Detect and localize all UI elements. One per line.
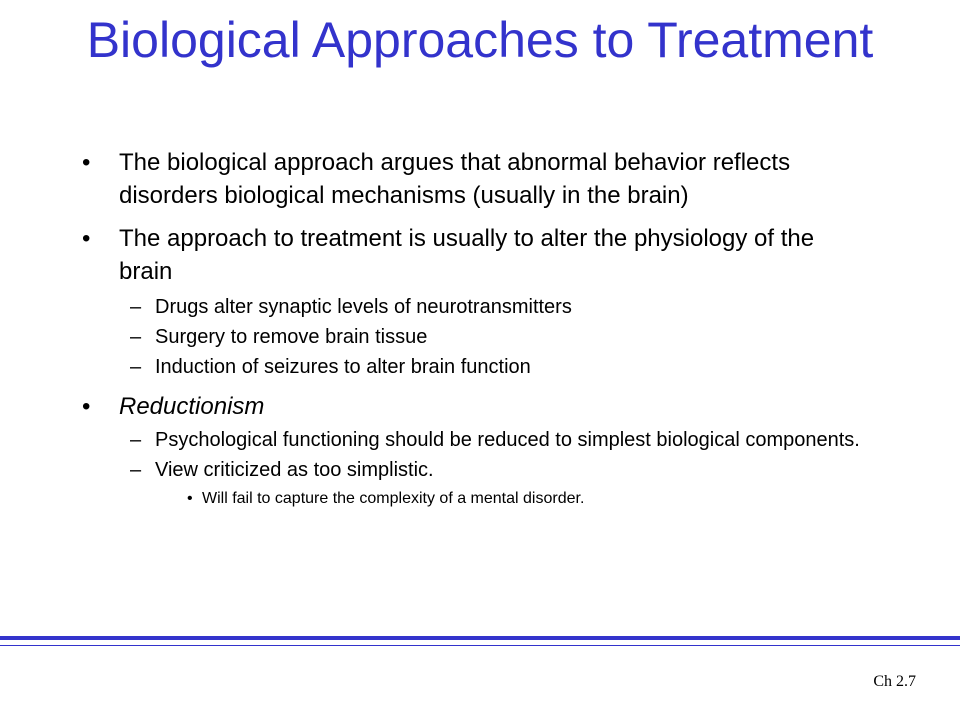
bullet-text: The biological approach argues that abnormal behavior reflects disorders biological mechanisms (usually in the brain) [119, 149, 791, 209]
sub-bullet-item [82, 326, 862, 348]
bullet-icon: • [187, 490, 193, 507]
sub-bullet-text: Surgery to remove brain tissue [155, 326, 428, 348]
sub-bullet-item [82, 296, 862, 318]
footer-divider-thick [0, 636, 960, 640]
bullet-text: Reductionism [119, 393, 265, 420]
sub-bullet-text: Psychological functioning should be reduced to simplest biological components. [155, 429, 860, 451]
bullet-icon: • [82, 149, 91, 176]
bullet-icon: • [82, 393, 91, 420]
dash-icon: – [130, 356, 142, 378]
sub-bullet-item [82, 459, 862, 481]
bullet-item [82, 146, 862, 212]
slide-title: Biological Approaches to Treatment [86, 12, 874, 68]
slide-number: Ch 2.7 [873, 673, 916, 690]
sub-sub-bullet-text: Will fail to capture the complexity of a mental disorder. [202, 490, 585, 507]
slide-body [82, 146, 862, 515]
bullet-item [82, 222, 862, 288]
dash-icon: – [130, 326, 142, 348]
sub-bullet-item [82, 429, 862, 451]
dash-icon: – [130, 296, 142, 318]
sub-bullet-text: View criticized as too simplistic. [155, 459, 434, 481]
bullet-text: The approach to treatment is usually to alter the physiology of the brain [119, 225, 815, 285]
sub-sub-bullet-item [82, 489, 862, 509]
dash-icon: – [130, 459, 142, 481]
bullet-icon: • [82, 225, 91, 252]
sub-bullet-item [82, 356, 862, 378]
bullet-item [82, 390, 862, 423]
footer-divider-thin [0, 645, 960, 646]
dash-icon: – [130, 429, 142, 451]
sub-bullet-text: Induction of seizures to alter brain function [155, 356, 531, 378]
sub-bullet-text: Drugs alter synaptic levels of neurotransmitters [155, 296, 572, 318]
